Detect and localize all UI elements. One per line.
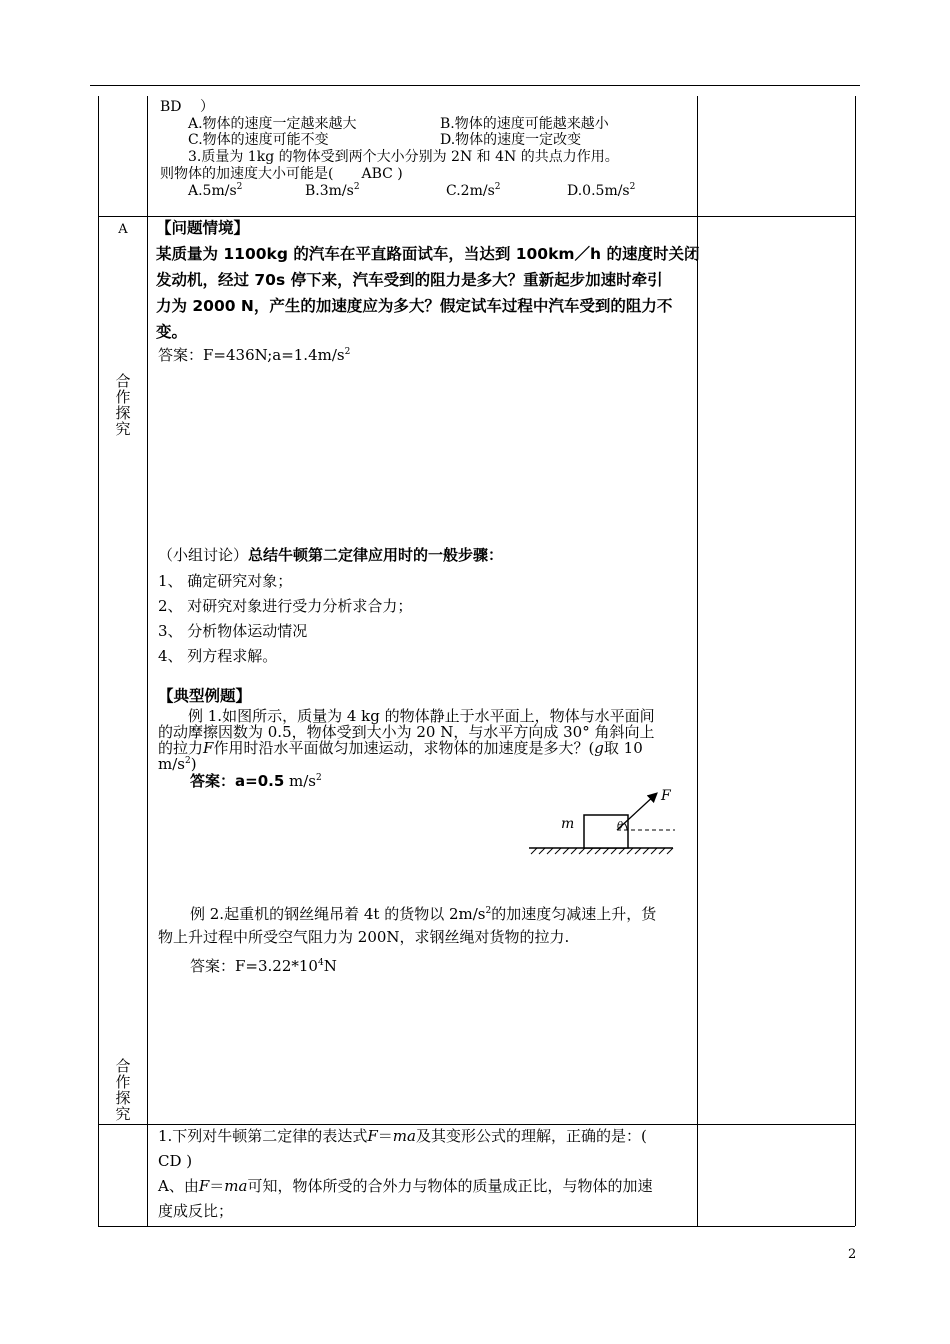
q3-option-a: $A.5m/s^2$: [188, 182, 243, 199]
step-4: 4、 列方程求解。: [158, 647, 278, 665]
example-2-answer: 答案：$F=3.22*10^4N$: [190, 957, 337, 975]
q3-option-c: $C.2m/s^2$: [446, 182, 501, 199]
discussion-title: （小组讨论）总结牛顿第二定律应用时的一般步骤：: [158, 546, 504, 564]
table-bottom-border: [98, 1226, 855, 1227]
option-d: D.物体的速度一定改变: [440, 132, 582, 148]
page-number: 2: [848, 1247, 857, 1262]
table-divider-left: [147, 96, 148, 1226]
table-border-left: [98, 96, 99, 1226]
section-label-char: 探: [115, 1089, 131, 1107]
q3-option-b: $B.3m/s^2$: [305, 182, 360, 199]
example-2-line-1: 例 2.起重机的钢丝绳吊着 4t 的货物以 $2m/s^2$的加速度匀减速上升，货: [190, 905, 657, 923]
section-label-char: 探: [115, 404, 131, 422]
question-3-line-1: 3.质量为 1kg 的物体受到两个大小分别为 2N 和 4N 的共点力作用。: [188, 149, 619, 165]
section-label-char: 作: [115, 388, 131, 406]
examples-heading: 【典型例题】: [158, 687, 252, 705]
label-F: F: [661, 788, 671, 804]
problem-line-3: 力为 2000 N，产生的加速度应为多大？假定试车过程中汽车受到的阻力不: [156, 297, 673, 315]
bottom-question-line-1: 1.下列对牛顿第二定律的表达式F＝ma及其变形公式的理解，正确的是：(: [158, 1127, 647, 1145]
example-1-line-4: $m/s^2$): [158, 755, 197, 773]
problem-line-4: 变。: [156, 323, 188, 341]
example-1-line-1: 例 1.如图所示，质量为 4 kg 的物体静止于水平面上，物体与水平面间: [188, 707, 655, 725]
option-a-line-2: 度成反比；: [158, 1202, 234, 1220]
problem-line-2: 发动机，经过 70s 停下来，汽车受到的阻力是多大？重新起步加速时牵引: [156, 271, 663, 289]
q3-option-d: $D.0.5m/s^2$: [567, 182, 636, 199]
example-1-answer: 答案：a=0.5 $m/s^2$: [190, 772, 322, 790]
example-1-line-2: 的动摩擦因数为 0.5，物体受到大小为 20 N，与水平方向成 30° 角斜向上: [158, 723, 655, 741]
problem-answer: 答案：$F=436N;a=1.4m/s^2$: [158, 346, 351, 364]
section-label-char: 合: [115, 1057, 131, 1075]
option-a: A.物体的速度一定越来越大: [188, 116, 357, 132]
step-3: 3、 分析物体运动情况: [158, 622, 308, 640]
block-force-diagram: [525, 782, 685, 862]
prev-answer-line: BD ）: [160, 99, 214, 115]
example-2-line-2: 物上升过程中所受空气阻力为 200N，求钢丝绳对货物的拉力.: [158, 928, 570, 946]
step-1: 1、 确定研究对象；: [158, 572, 293, 590]
option-c: C.物体的速度可能不变: [188, 132, 329, 148]
label-m: m: [561, 816, 575, 832]
section-label-a: A: [118, 222, 128, 237]
bottom-question-line-2: CD ): [158, 1152, 193, 1170]
problem-line-1: 某质量为 1100kg 的汽车在平直路面试车，当达到 100km／h 的速度时关闭: [156, 245, 700, 263]
section-label-char: 作: [115, 1073, 131, 1091]
label-theta: θ: [617, 821, 624, 832]
section-label-char: 合: [115, 372, 131, 390]
section-label-char: 究: [115, 420, 131, 438]
table-border-right: [855, 96, 856, 1226]
problem-heading: 【问题情境】: [156, 219, 250, 237]
ground-hatching: [531, 848, 673, 854]
step-2: 2、 对研究对象进行受力分析求合力；: [158, 597, 413, 615]
question-3-line-2: 则物体的加速度大小可能是( ABC ): [160, 166, 403, 182]
example-1-line-3: 的拉力F作用时沿水平面做匀加速运动，求物体的加速度是多大？(g取 10: [158, 739, 643, 757]
header-rule: [90, 85, 860, 86]
option-b: B.物体的速度可能越来越小: [440, 116, 609, 132]
option-a-line-1: A、由F＝ma可知，物体所受的合外力与物体的质量成正比，与物体的加速: [158, 1177, 653, 1195]
section-label-char: 究: [115, 1105, 131, 1123]
